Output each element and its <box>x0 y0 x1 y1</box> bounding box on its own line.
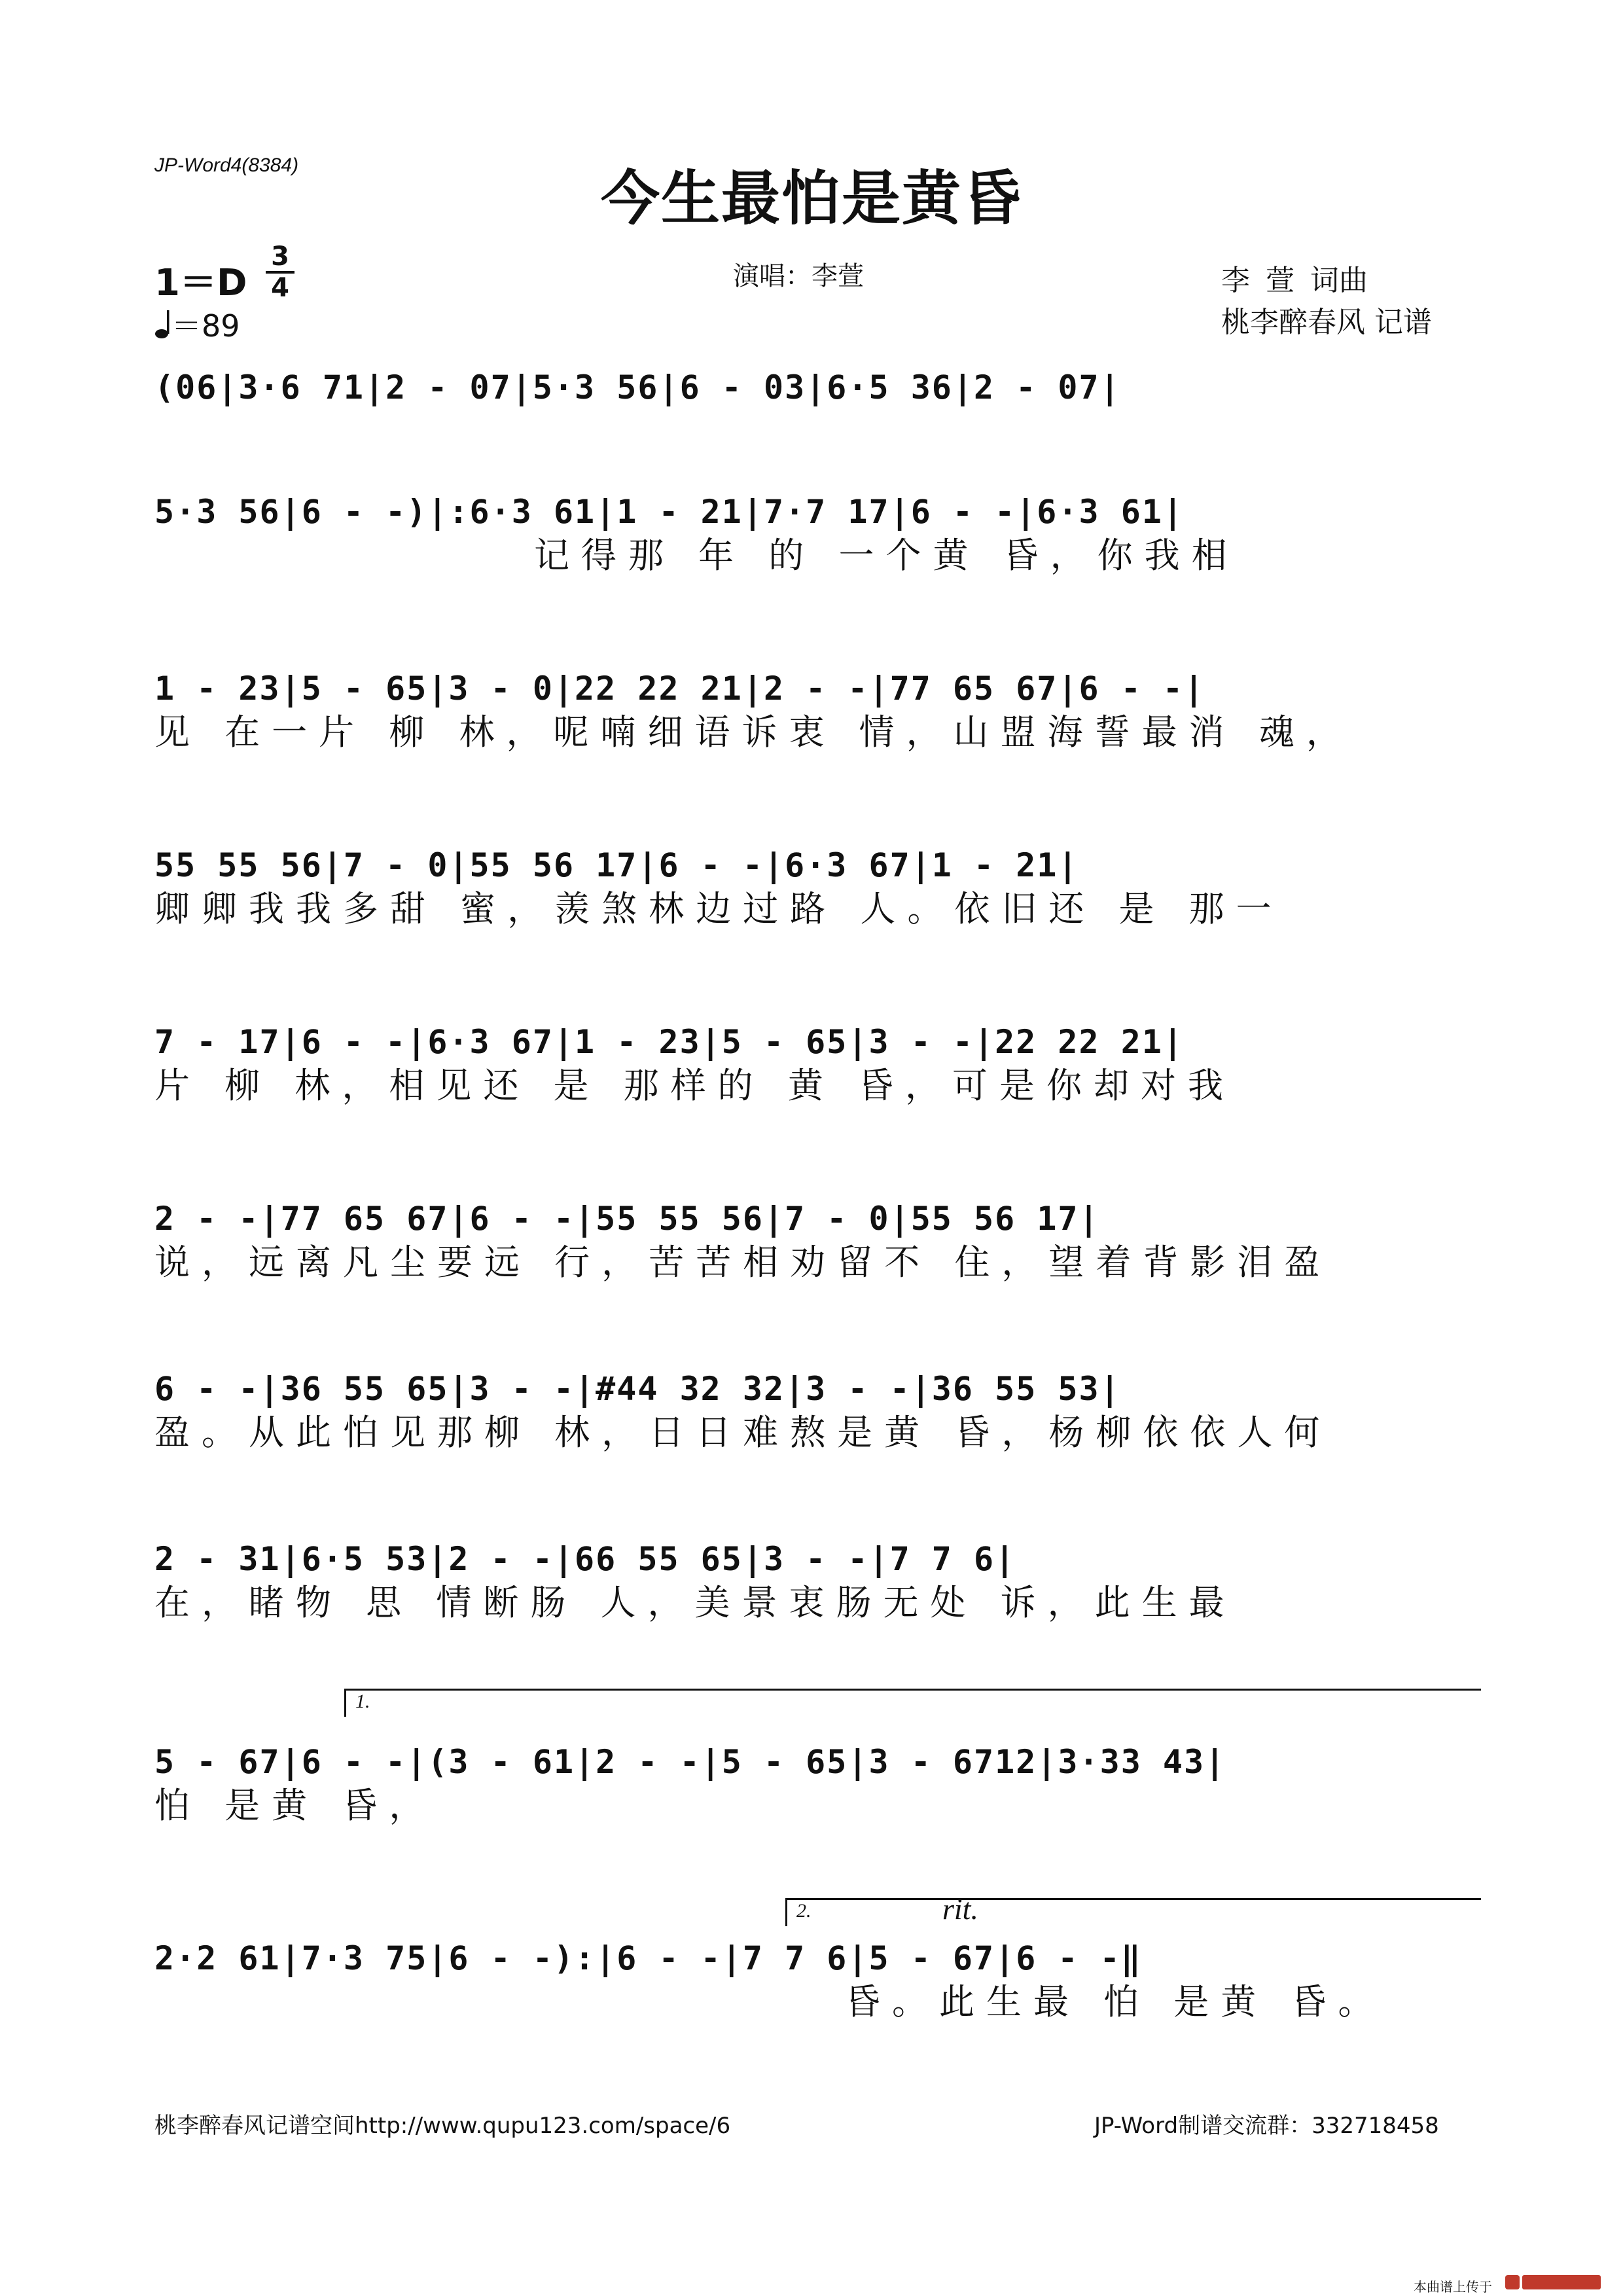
transcriber-credit: 桃李醉春风 记谱 <box>1221 306 1432 339</box>
staff-line-3 <box>154 668 1471 755</box>
notation-row: 7 - 17|6 - -|6·3 67|1 - 23|5 - 65|3 - -|22 22 21| <box>154 1023 1185 1061</box>
time-top: 3 <box>271 242 289 272</box>
notation-row: 1 - 23|5 - 65|3 - 0|22 22 21|2 - -|77 65 67|6 - -| <box>154 670 1205 708</box>
lyrics-row: 见 在一片 柳 林，呢喃细语诉衷 情，山盟海誓最消 魂， <box>154 711 1353 753</box>
footer-source: 桃李醉春风记谱空间http://www.qupu123.com/space/6 <box>154 2113 731 2139</box>
staff-line-6 <box>154 1198 1471 1285</box>
notation-row: 2·2 61|7·3 75|6 - -):|6 - -|7 7 6|5 - 67|6 - -‖ <box>154 1939 1142 1977</box>
lyrics-row: 片 柳 林，相见还 是 那样的 黄 昏，可是你却对我 <box>154 1065 1235 1106</box>
time-bottom: 4 <box>271 273 289 303</box>
notation-row: 2 - 31|6·5 53|2 - -|66 55 65|3 - -|7 7 6| <box>154 1540 1016 1578</box>
footer-group: JP-Word制谱交流群：332718458 <box>1094 2113 1439 2139</box>
staff-line-2 <box>154 491 1471 579</box>
lyrics-row: 怕 是黄 昏， <box>154 1785 437 1826</box>
notation-row: 6 - -|36 55 65|3 - -|#44 32 32|3 - -|36 55 53| <box>154 1370 1121 1408</box>
time-signature <box>266 243 294 301</box>
first-ending-bracket: 1. <box>344 1689 1481 1717</box>
site-logo-icon <box>1505 2272 1603 2292</box>
upload-stamp: 本曲谱上传于 <box>1414 2279 1492 2295</box>
staff-line-1 <box>154 367 1471 408</box>
staff-line-9 <box>154 1741 1471 1829</box>
software-label: JP-Word4(8384) <box>154 154 299 176</box>
ritardando-mark: rit. <box>942 1892 978 1926</box>
staff-line-10 <box>154 1937 1471 2025</box>
staff-line-8 <box>154 1538 1471 1626</box>
second-ending-bracket: 2. <box>785 1898 1481 1926</box>
composer-credit: 李 萱 词曲 <box>1221 264 1368 297</box>
tempo-value: ＝89 <box>171 308 240 344</box>
song-title: 今生最怕是黄昏 <box>601 164 1022 233</box>
quarter-note-icon <box>154 309 171 346</box>
lyrics-row: 盈。从此怕见那柳 林，日日难熬是黄 昏，杨柳依依人何 <box>154 1412 1332 1453</box>
lyrics-row: 卿卿我我多甜 蜜，羡煞林边过路 人。依旧还 是 那一 <box>154 888 1283 929</box>
staff-line-7 <box>154 1368 1471 1456</box>
notation-row: 5 - 67|6 - -|(3 - 61|2 - -|5 - 65|3 - 6712|3·33 43| <box>154 1743 1226 1781</box>
lyrics-row: 说，远离凡尘要远 行，苦苦相劝留不 住，望着背影泪盈 <box>154 1242 1332 1283</box>
staff-line-4 <box>154 844 1471 932</box>
key-signature: 1＝D <box>154 262 247 304</box>
notation-row: 2 - -|77 65 67|6 - -|55 55 56|7 - 0|55 56 17| <box>154 1200 1100 1238</box>
lyrics-row: 昏。此生最 怕 是黄 昏。 <box>154 1981 1385 2022</box>
staff-line-5 <box>154 1021 1471 1109</box>
lyrics-row: 记得那 年 的 一个黄 昏，你我相 <box>534 535 1239 576</box>
notation-row: 5·3 56|6 - -)|:6·3 61|1 - 21|7·7 17|6 - -|6·3 61| <box>154 493 1185 531</box>
tempo-mark <box>154 302 240 346</box>
singer-credit: 演唱：李萱 <box>733 261 864 291</box>
notation-row: (06|3·6 71|2 - 07|5·3 56|6 - 03|6·5 36|2 - 07| <box>154 368 1121 406</box>
notation-row: 55 55 56|7 - 0|55 56 17|6 - -|6·3 67|1 - 21| <box>154 846 1079 884</box>
lyrics-row: 在，睹物 思 情断肠 人，美景衷肠无处 诉，此生最 <box>154 1582 1236 1623</box>
